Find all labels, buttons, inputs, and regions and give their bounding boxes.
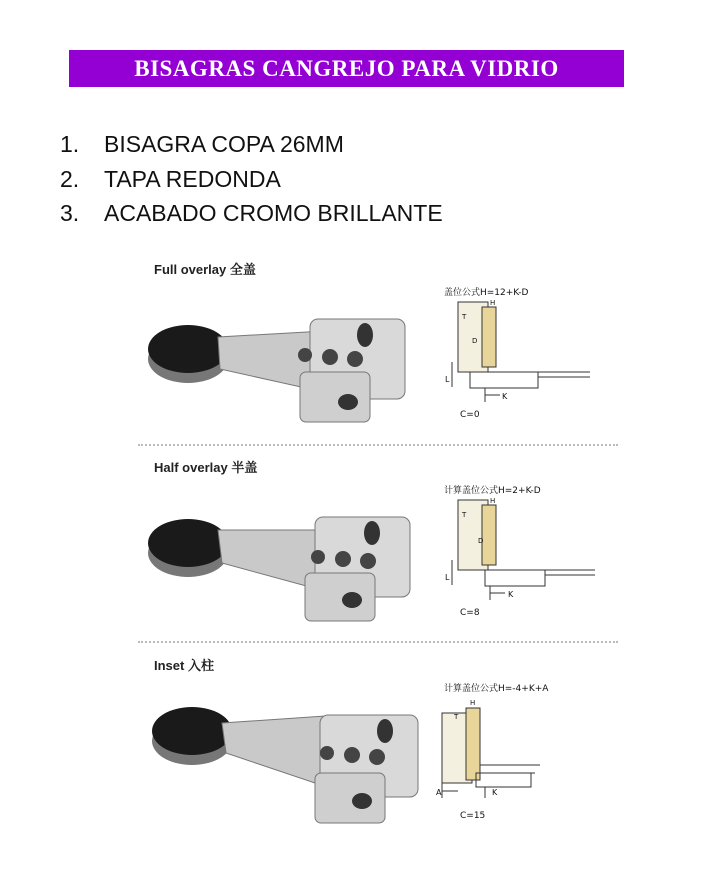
c-value-label: C=8 (460, 608, 480, 618)
diagram-letter: T (462, 511, 467, 519)
formula-label: 盖位公式H=12+K-D (444, 288, 529, 298)
hinge-illustration (140, 277, 620, 447)
hinge-section-full-overlay (140, 259, 620, 434)
page-title: BISAGRAS CANGREJO PARA VIDRIO (69, 50, 624, 87)
feature-number: 3. (60, 200, 80, 226)
section-label: Inset 入柱 (154, 658, 214, 673)
diagram-letter: L (445, 375, 450, 384)
formula-label: 计算盖位公式H=-4+K+A (444, 684, 549, 694)
feature-list (60, 127, 443, 231)
diagram-letter: K (502, 392, 508, 401)
diagram-letter: L (445, 573, 450, 582)
technical-diagram (452, 302, 590, 402)
hinge-illustration (140, 475, 620, 645)
diagram-letter: H (490, 299, 496, 307)
diagram-letter: A (436, 788, 442, 797)
divider (138, 444, 618, 446)
diagram-letter: D (472, 337, 478, 345)
diagram-letter: T (462, 313, 467, 321)
feature-number: 2. (60, 165, 80, 192)
hinge-illustration (140, 673, 620, 863)
hinge-photo (152, 707, 418, 823)
feature-text: BISAGRA COPA 26MM (104, 131, 344, 157)
divider (138, 641, 618, 643)
hinge-photo (148, 319, 405, 422)
c-value-label: C=15 (460, 811, 486, 821)
c-value-label: C=0 (460, 410, 480, 420)
diagram-letter: H (490, 497, 496, 505)
technical-diagram (442, 708, 540, 798)
formula-label: 计算盖位公式H=2+K-D (444, 486, 541, 496)
hinge-section-half-overlay (140, 457, 620, 632)
hinge-section-inset (140, 655, 620, 845)
diagram-letter: D (478, 537, 484, 545)
feature-text: ACABADO CROMO BRILLANTE (104, 200, 443, 226)
diagram-letter: K (508, 590, 514, 599)
diagram-letter: H (470, 699, 476, 707)
technical-diagram (452, 500, 595, 600)
feature-item (60, 162, 443, 197)
feature-item (60, 196, 443, 231)
feature-number: 1. (60, 131, 80, 157)
feature-text: TAPA REDONDA (104, 165, 281, 192)
section-label: Half overlay 半盖 (154, 460, 258, 475)
feature-item (60, 127, 443, 162)
diagram-letter: T (454, 713, 459, 721)
section-label: Full overlay 全盖 (154, 262, 256, 277)
diagram-letter: K (492, 788, 498, 797)
hinge-photo (148, 517, 410, 621)
